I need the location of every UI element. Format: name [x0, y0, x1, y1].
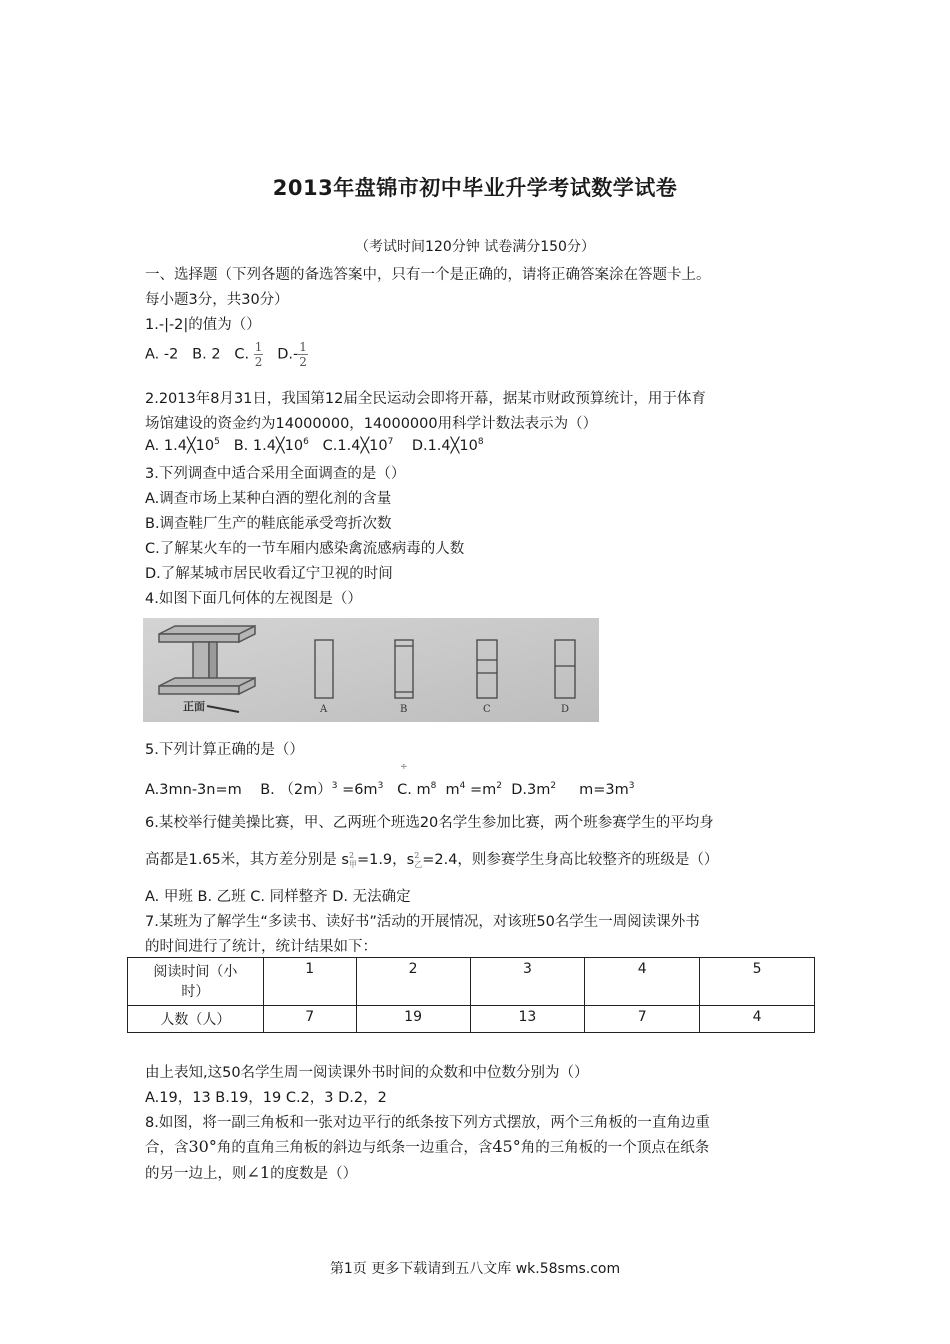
table-cell: 4: [585, 958, 700, 1006]
table-row: [128, 1006, 815, 1033]
q2-option-b: B. $1.4╳10^6$: [233, 437, 309, 454]
variance-jia-marker: 2 甲: [348, 851, 357, 869]
q1-option-b: B. 2: [192, 346, 221, 363]
q1-option-c: C.: [234, 346, 250, 363]
q3-option-d: D.了解某城市居民收看辽宁卫视的时间: [145, 566, 393, 582]
question-5-options: [145, 778, 635, 799]
geometry-views-drawing: [143, 618, 599, 722]
row-header-hours: 阅读时间（小 时）: [128, 958, 264, 1006]
question-5-stem: 5.下列计算正确的是（）: [145, 742, 304, 758]
angle-30: 30°: [188, 1137, 217, 1156]
q3-option-c: C.了解某火车的一节车厢内感染禽流感病毒的人数: [145, 541, 465, 557]
question-2-options: [145, 437, 484, 454]
q5-option-d: $D.3m^2$ $m=3m^3$: [511, 781, 635, 798]
table-cell: 2: [356, 958, 470, 1006]
table-cell: 19: [356, 1006, 470, 1033]
q1-option-a: A. -2: [145, 346, 179, 363]
q1-fraction-c: $\frac{1}{2}$: [254, 340, 263, 369]
q3-option-a: A.调查市场上某种白酒的塑化剂的含量: [145, 491, 392, 507]
view-c-label: C: [483, 704, 491, 715]
question-8-line1: 8.如图，将一副三角板和一张对边平行的纸条按下列方式摆放，两个三角板的一直角边重: [145, 1115, 710, 1131]
q3-option-b: B.调查鞋厂生产的鞋底能承受弯折次数: [145, 516, 392, 532]
table-cell: 7: [263, 1006, 356, 1033]
view-b-label: B: [400, 704, 408, 715]
question-2-line2: 场馆建设的资金约为14000000，14000000用科学计数法表示为（）: [145, 416, 598, 432]
front-label: 正面: [183, 700, 205, 713]
question-2-line1: 2.2013年8月31日，我国第12届全民运动会即将开幕，据某市财政预算统计，用于体育: [145, 391, 706, 407]
q2-option-d: $D.1.4╳10^8$: [411, 437, 484, 454]
question-7-line2: 的时间进行了统计，统计结果如下：: [145, 939, 377, 955]
q2-option-a: A. $1.4╳10^5$: [145, 437, 220, 454]
variance-yi-marker: 2 乙: [414, 851, 423, 869]
table-cell: 13: [470, 1006, 585, 1033]
row-header-count: 人数（人）: [128, 1006, 264, 1033]
q1-option-d: D.-: [277, 346, 299, 363]
question-7-line1: 7.某班为了解学生“多读书、读好书”活动的开展情况，对该班50名学生一周阅读课外书: [145, 914, 700, 930]
section-instructions-line1: 一、选择题（下列各题的备选答案中，只有一个是正确的，请将正确答案涂在答题卡上。: [145, 267, 711, 283]
q5-division-sign: ÷: [400, 762, 408, 772]
question-4-stem: 4.如图下面几何体的左视图是（）: [145, 591, 362, 607]
table-cell: 5: [700, 958, 815, 1006]
q5-option-b: B. $(2m)^3 =6m^3$: [260, 781, 384, 798]
question-1-options: [145, 340, 308, 369]
question-6-line2: 高都是1.65米，其方差分别是 s 2 甲 =1.9，s 2 乙 =2.4，则参赛学生身高比较整齐的班级是（）: [145, 851, 719, 869]
view-a-label: A: [320, 704, 328, 715]
exam-info: （考试时间120分钟 试卷满分150分）: [355, 239, 595, 255]
angle-1: ∠1: [246, 1163, 271, 1182]
table-cell: 3: [470, 958, 585, 1006]
question-3-stem: 3.下列调查中适合采用全面调查的是（）: [145, 466, 406, 482]
question-6-options: A. 甲班 B. 乙班 C. 同样整齐 D. 无法确定: [145, 889, 411, 905]
question-1-stem: 1.-|-2|的值为（）: [145, 317, 261, 333]
reading-time-table: [127, 957, 815, 1033]
table-cell: 1: [263, 958, 356, 1006]
page-footer: 第1页 更多下载请到五八文库 wk.58sms.com: [329, 1261, 621, 1277]
q5-option-c: C. $m^8$ $m^4 =m^2$: [397, 781, 503, 798]
table-row: [128, 958, 815, 1006]
q1-fraction-d: $\frac{1}{2}$: [299, 340, 307, 369]
question-6-line1: 6.某校举行健美操比赛，甲、乙两班个班选20名学生参加比赛，两个班参赛学生的平均身: [145, 815, 714, 831]
page-title: 2013年盘锦市初中毕业升学考试数学试卷: [272, 176, 678, 200]
question-8-line2: 合，含30°角的直角三角板的斜边与纸条一边重合，含45°角的三角板的一个顶点在纸条: [145, 1137, 710, 1156]
table-cell: 7: [585, 1006, 700, 1033]
view-d-label: D: [561, 704, 570, 715]
question-7-options: A.19，13 B.19，19 C.2，3 D.2，2: [145, 1090, 387, 1106]
table-cell: 4: [700, 1006, 815, 1033]
section-instructions-line2: 每小题3分，共30分）: [145, 292, 289, 308]
angle-45: 45°: [492, 1137, 521, 1156]
question-8-line3: 的另一边上，则∠1的度数是（）: [145, 1163, 358, 1182]
geometry-views-figure: [143, 618, 599, 722]
q2-option-c: $C.1.4╳10^7$: [322, 437, 394, 454]
question-7-after-table: 由上表知,这50名学生周一阅读课外书时间的众数和中位数分别为（）: [145, 1065, 589, 1081]
q5-option-a: A.3mn-3n=m: [145, 782, 242, 798]
